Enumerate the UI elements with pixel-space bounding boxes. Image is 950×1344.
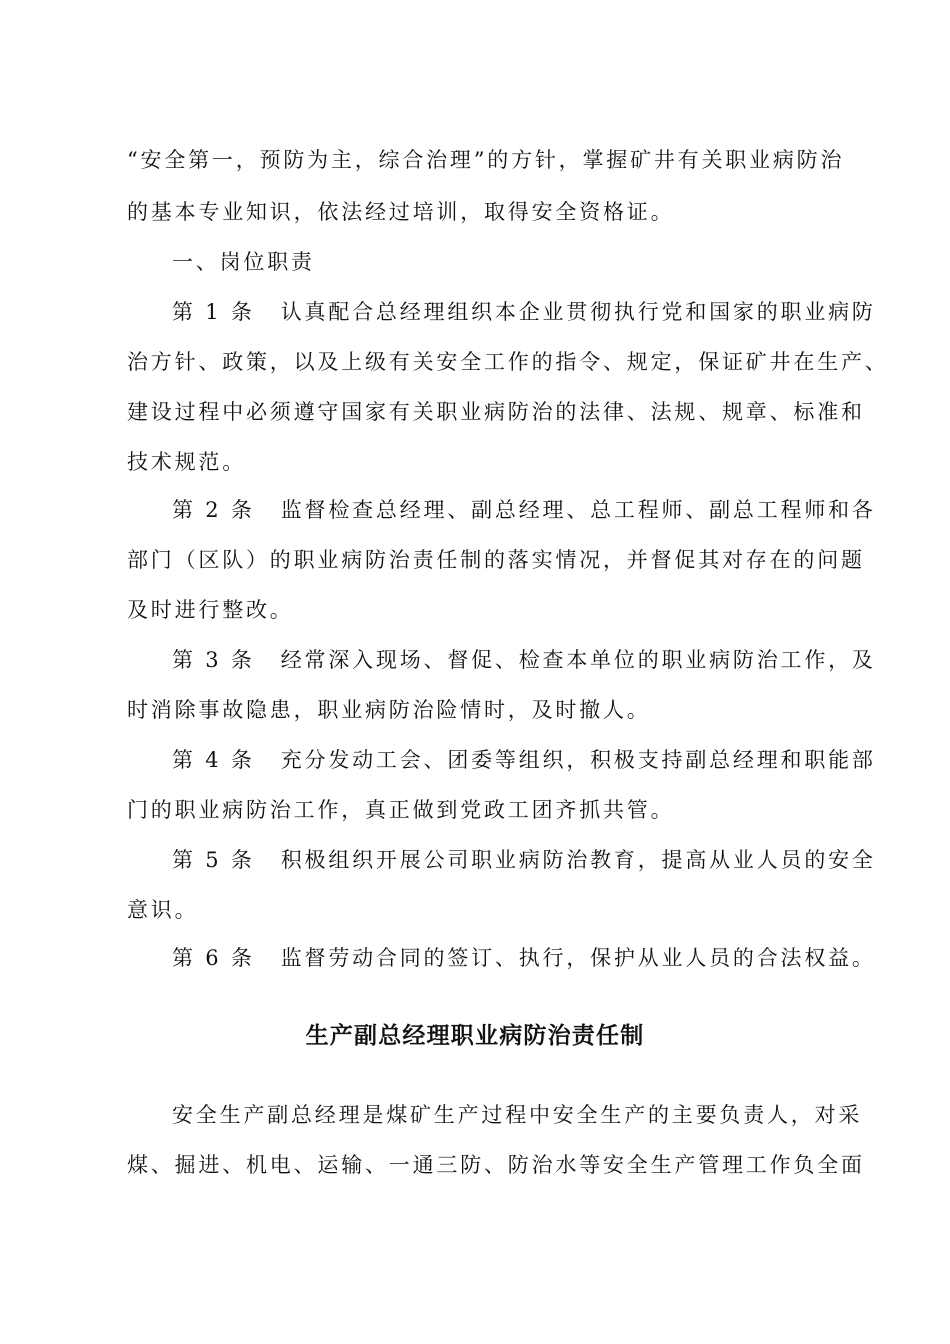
text-line: 治方针、政策，以及上级有关安全工作的指令、规定，保证矿井在生产、 [127, 350, 889, 374]
article-6-line [172, 946, 876, 970]
article-text: 经常深入现场、督促、检查本单位的职业病防治工作，及 [280, 648, 876, 672]
text-line: 技术规范。 [127, 450, 246, 474]
article-5-line [172, 848, 876, 872]
section-subheading: 一、岗位职责 [172, 250, 315, 274]
article-label: 第 4 条 [172, 748, 255, 772]
text-line: 时消除事故隐患，职业病防治险情时，及时撤人。 [127, 698, 651, 722]
text-line: 煤、掘进、机电、运输、一通三防、防治水等安全生产管理工作负全面 [127, 1153, 865, 1177]
article-3-line [172, 648, 876, 672]
text-line: 门的职业病防治工作，真正做到党政工团齐抓共管。 [127, 798, 675, 822]
section-title: 生产副总经理职业病防治责任制 [305, 1023, 645, 1049]
text-line: 的基本专业知识，依法经过培训，取得安全资格证。 [127, 200, 675, 224]
article-label: 第 3 条 [172, 648, 255, 672]
article-text: 认真配合总经理组织本企业贯彻执行党和国家的职业病防 [280, 300, 876, 324]
article-1-line [172, 300, 876, 324]
article-label: 第 1 条 [172, 300, 255, 324]
article-2-line [172, 498, 876, 522]
article-4-line [172, 748, 876, 772]
article-label: 第 2 条 [172, 498, 255, 522]
text-line: 安全生产副总经理是煤矿生产过程中安全生产的主要负责人，对采 [172, 1103, 863, 1127]
text-line: 部门（区队）的职业病防治责任制的落实情况，并督促其对存在的问题 [127, 548, 865, 572]
text-line: 建设过程中必须遵守国家有关职业病防治的法律、法规、规章、标准和 [127, 400, 865, 424]
text-line: 意识。 [127, 898, 199, 922]
article-text: 监督检查总经理、副总经理、总工程师、副总工程师和各 [280, 498, 876, 522]
article-label: 第 5 条 [172, 848, 255, 872]
article-text: 充分发动工会、团委等组织，积极支持副总经理和职能部 [280, 748, 876, 772]
article-label: 第 6 条 [172, 946, 255, 970]
text-line: “安全第一，预防为主，综合治理”的方针，掌握矿井有关职业病防治 [127, 148, 845, 172]
article-text: 监督劳动合同的签订、执行，保护从业人员的合法权益。 [280, 946, 876, 970]
text-line: 及时进行整改。 [127, 598, 294, 622]
article-text: 积极组织开展公司职业病防治教育，提高从业人员的安全 [280, 848, 876, 872]
